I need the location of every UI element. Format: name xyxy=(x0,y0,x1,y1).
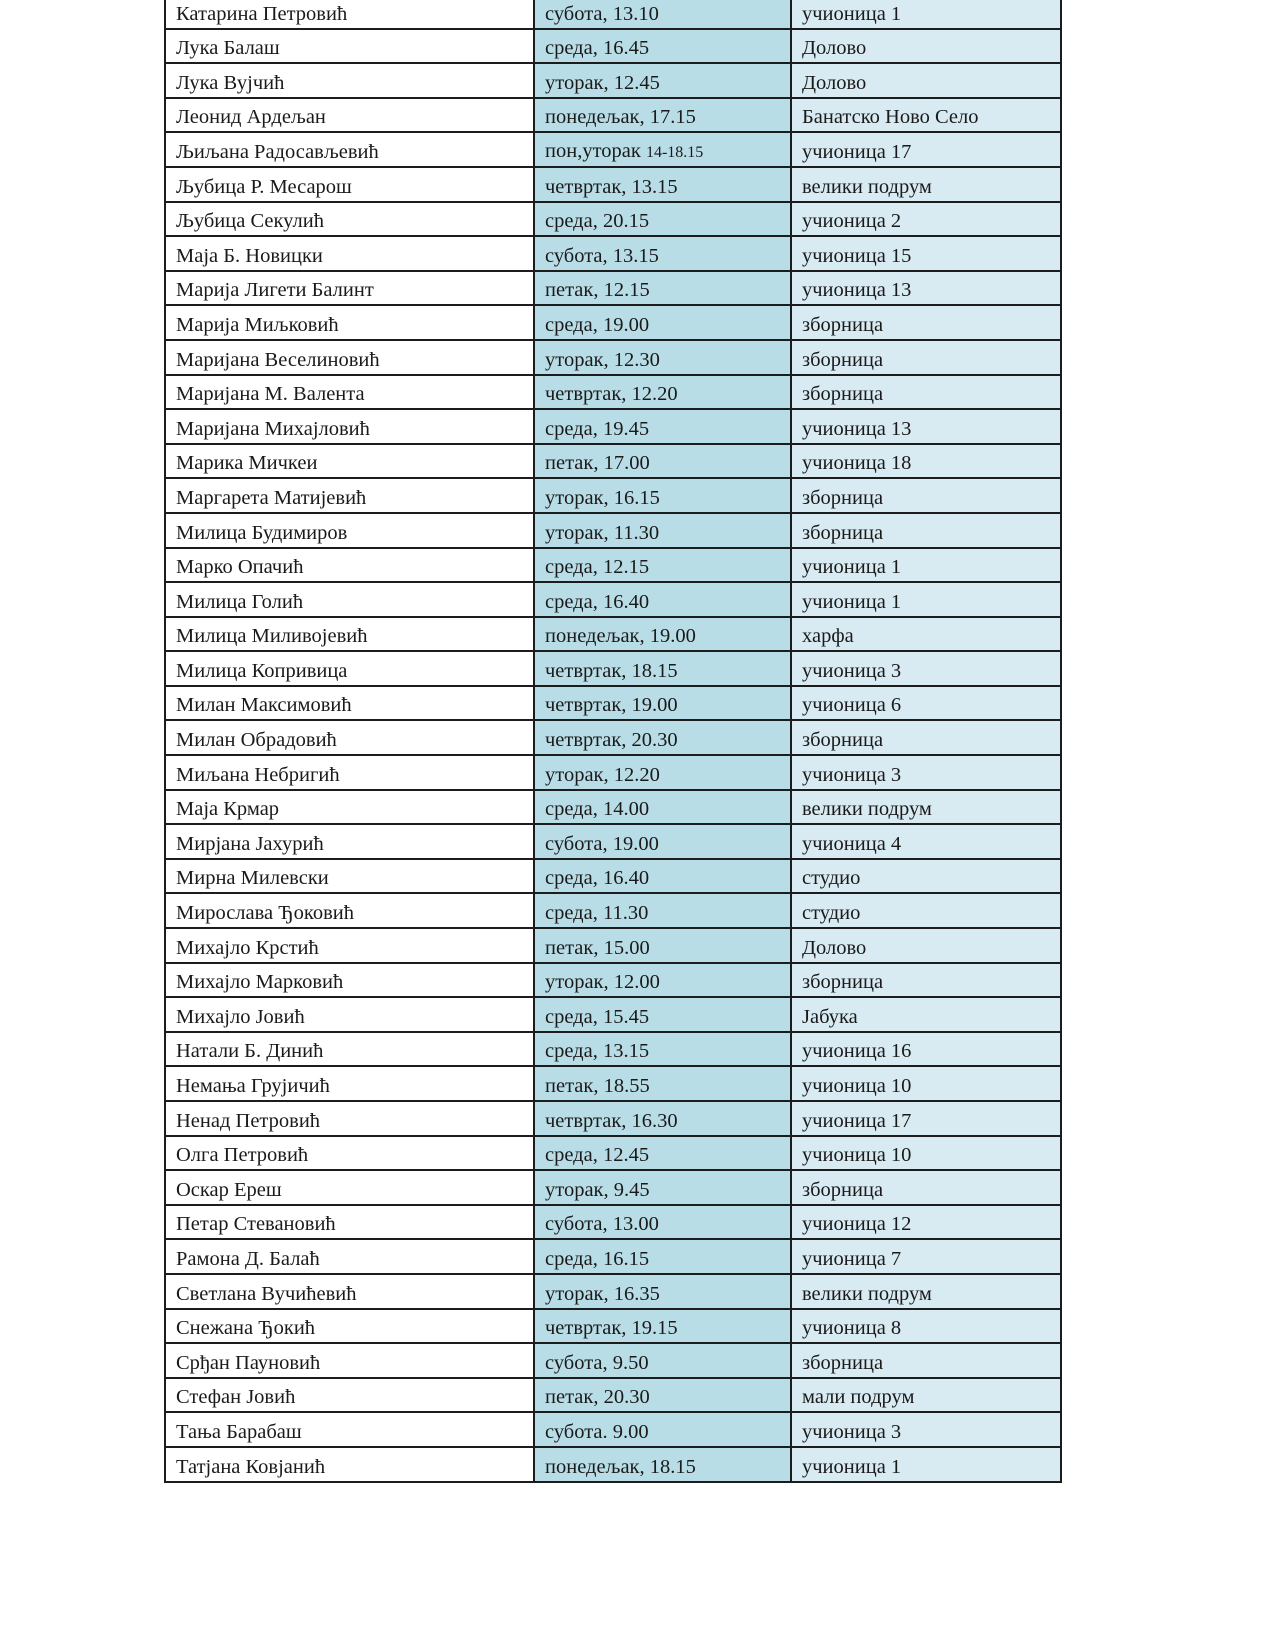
time-cell: уторак, 16.15 xyxy=(534,478,791,513)
table-row xyxy=(165,409,1061,444)
teacher-name-cell: Светлана Вучићевић xyxy=(165,1274,534,1309)
time-cell: петак, 18.55 xyxy=(534,1066,791,1101)
table-row xyxy=(165,997,1061,1032)
location-cell: Долово xyxy=(791,928,1061,963)
time-cell: среда, 16.40 xyxy=(534,582,791,617)
teacher-name-cell: Татјана Ковјанић xyxy=(165,1447,534,1482)
table-row xyxy=(165,720,1061,755)
teacher-name-cell: Снежана Ђокић xyxy=(165,1309,534,1344)
teacher-name-cell: Милица Копривица xyxy=(165,651,534,686)
location-cell: зборница xyxy=(791,963,1061,998)
time-cell: среда, 11.30 xyxy=(534,893,791,928)
time-cell: субота, 13.15 xyxy=(534,236,791,271)
time-cell: субота, 19.00 xyxy=(534,824,791,859)
table-row xyxy=(165,1066,1061,1101)
table-row xyxy=(165,1170,1061,1205)
teacher-name-cell: Милан Максимовић xyxy=(165,686,534,721)
table-body xyxy=(165,0,1061,1482)
teacher-name-cell: Милица Голић xyxy=(165,582,534,617)
time-days: пон,уторак xyxy=(545,139,641,162)
table-row xyxy=(165,202,1061,237)
time-cell: четвртак, 18.15 xyxy=(534,651,791,686)
time-cell: среда, 19.00 xyxy=(534,305,791,340)
time-cell: субота, 13.10 xyxy=(534,0,791,29)
time-cell: четвртак, 12.20 xyxy=(534,375,791,410)
time-cell: уторак, 12.20 xyxy=(534,755,791,790)
location-cell: мали подрум xyxy=(791,1378,1061,1413)
schedule-table-container xyxy=(164,0,1060,1483)
table-row xyxy=(165,444,1061,479)
table-row xyxy=(165,963,1061,998)
location-cell: зборница xyxy=(791,478,1061,513)
teacher-name-cell: Љубица Р. Месарош xyxy=(165,167,534,202)
location-cell: учионица 8 xyxy=(791,1309,1061,1344)
table-row xyxy=(165,167,1061,202)
table-row xyxy=(165,1309,1061,1344)
teacher-name-cell: Љиљана Радосављевић xyxy=(165,132,534,167)
location-cell: учионица 3 xyxy=(791,651,1061,686)
location-cell: харфа xyxy=(791,617,1061,652)
location-cell: зборница xyxy=(791,375,1061,410)
time-cell: среда, 14.00 xyxy=(534,790,791,825)
teacher-name-cell: Милан Обрадовић xyxy=(165,720,534,755)
location-cell: зборница xyxy=(791,340,1061,375)
teacher-name-cell: Милица Будимиров xyxy=(165,513,534,548)
time-cell: среда, 13.15 xyxy=(534,1032,791,1067)
location-cell: учионица 15 xyxy=(791,236,1061,271)
location-cell: учионица 2 xyxy=(791,202,1061,237)
location-cell: учионица 3 xyxy=(791,755,1061,790)
table-row xyxy=(165,98,1061,133)
location-cell: Банатско Ново Село xyxy=(791,98,1061,133)
time-range: 14-18.15 xyxy=(645,143,704,161)
time-cell: уторак, 9.45 xyxy=(534,1170,791,1205)
time-cell: понедељак, 17.15 xyxy=(534,98,791,133)
time-cell: петак, 15.00 xyxy=(534,928,791,963)
location-cell: учионица 13 xyxy=(791,409,1061,444)
time-cell: среда, 19.45 xyxy=(534,409,791,444)
table-row xyxy=(165,513,1061,548)
location-cell: учионица 6 xyxy=(791,686,1061,721)
teacher-name-cell: Срђан Пауновић xyxy=(165,1343,534,1378)
table-row xyxy=(165,824,1061,859)
teacher-name-cell: Милица Миливојевић xyxy=(165,617,534,652)
time-cell: уторак, 11.30 xyxy=(534,513,791,548)
teacher-name-cell: Мирјана Јахурић xyxy=(165,824,534,859)
teacher-name-cell: Рамона Д. Балаћ xyxy=(165,1239,534,1274)
teacher-name-cell: Маријана М. Валента xyxy=(165,375,534,410)
location-cell: зборница xyxy=(791,1343,1061,1378)
table-row xyxy=(165,617,1061,652)
time-cell: петак, 12.15 xyxy=(534,271,791,306)
time-cell: петак, 20.30 xyxy=(534,1378,791,1413)
table-row xyxy=(165,790,1061,825)
table-row xyxy=(165,548,1061,583)
teacher-name-cell: Марика Мичкеи xyxy=(165,444,534,479)
table-row xyxy=(165,340,1061,375)
teacher-name-cell: Мирна Милевски xyxy=(165,859,534,894)
time-cell: среда, 20.15 xyxy=(534,202,791,237)
location-cell: учионица 17 xyxy=(791,1101,1061,1136)
table-row xyxy=(165,305,1061,340)
time-cell: уторак, 16.35 xyxy=(534,1274,791,1309)
table-row xyxy=(165,1378,1061,1413)
location-cell: зборница xyxy=(791,720,1061,755)
table-row xyxy=(165,29,1061,64)
location-cell: Долово xyxy=(791,29,1061,64)
teacher-name-cell: Марија Миљковић xyxy=(165,305,534,340)
table-row xyxy=(165,1239,1061,1274)
location-cell: учионица 10 xyxy=(791,1066,1061,1101)
time-cell: среда, 12.15 xyxy=(534,548,791,583)
time-cell: четвртак, 19.00 xyxy=(534,686,791,721)
location-cell: велики подрум xyxy=(791,790,1061,825)
teacher-name-cell: Катарина Петровић xyxy=(165,0,534,29)
location-cell: учионица 1 xyxy=(791,0,1061,29)
location-cell: Долово xyxy=(791,63,1061,98)
time-cell: петак, 17.00 xyxy=(534,444,791,479)
time-cell: среда, 15.45 xyxy=(534,997,791,1032)
time-cell: четвртак, 13.15 xyxy=(534,167,791,202)
table-row xyxy=(165,271,1061,306)
table-row xyxy=(165,478,1061,513)
table-row xyxy=(165,651,1061,686)
table-row xyxy=(165,859,1061,894)
table-row xyxy=(165,1412,1061,1447)
table-row xyxy=(165,63,1061,98)
teacher-name-cell: Маја Крмар xyxy=(165,790,534,825)
location-cell: учионица 12 xyxy=(791,1205,1061,1240)
table-row xyxy=(165,132,1061,167)
location-cell: учионица 13 xyxy=(791,271,1061,306)
table-row xyxy=(165,1032,1061,1067)
table-row xyxy=(165,755,1061,790)
teacher-name-cell: Миљана Небригић xyxy=(165,755,534,790)
location-cell: учионица 1 xyxy=(791,582,1061,617)
time-cell: среда, 16.45 xyxy=(534,29,791,64)
location-cell: зборница xyxy=(791,305,1061,340)
teacher-name-cell: Марко Опачић xyxy=(165,548,534,583)
consultation-schedule-table xyxy=(164,0,1062,1483)
time-cell: среда, 16.15 xyxy=(534,1239,791,1274)
location-cell: учионица 7 xyxy=(791,1239,1061,1274)
location-cell: студио xyxy=(791,893,1061,928)
table-row xyxy=(165,582,1061,617)
time-cell: четвртак, 20.30 xyxy=(534,720,791,755)
time-cell: понедељак, 19.00 xyxy=(534,617,791,652)
teacher-name-cell: Маргарета Матијевић xyxy=(165,478,534,513)
time-cell: субота, 9.50 xyxy=(534,1343,791,1378)
location-cell: учионица 1 xyxy=(791,1447,1061,1482)
table-row xyxy=(165,236,1061,271)
teacher-name-cell: Немања Грујичић xyxy=(165,1066,534,1101)
table-row xyxy=(165,928,1061,963)
teacher-name-cell: Маја Б. Новицки xyxy=(165,236,534,271)
teacher-name-cell: Олга Петровић xyxy=(165,1136,534,1171)
time-cell: субота. 9.00 xyxy=(534,1412,791,1447)
time-cell: уторак, 12.30 xyxy=(534,340,791,375)
table-row xyxy=(165,1447,1061,1482)
location-cell: учионица 18 xyxy=(791,444,1061,479)
table-row xyxy=(165,1101,1061,1136)
location-cell: зборница xyxy=(791,513,1061,548)
table-row xyxy=(165,0,1061,29)
table-row xyxy=(165,1205,1061,1240)
location-cell: учионица 10 xyxy=(791,1136,1061,1171)
location-cell: велики подрум xyxy=(791,167,1061,202)
table-row xyxy=(165,893,1061,928)
location-cell: студио xyxy=(791,859,1061,894)
teacher-name-cell: Петар Стевановић xyxy=(165,1205,534,1240)
location-cell: зборница xyxy=(791,1170,1061,1205)
location-cell: учионица 3 xyxy=(791,1412,1061,1447)
time-cell: понедељак, 18.15 xyxy=(534,1447,791,1482)
location-cell: учионица 16 xyxy=(791,1032,1061,1067)
teacher-name-cell: Маријана Михајловић xyxy=(165,409,534,444)
teacher-name-cell: Михајло Крстић xyxy=(165,928,534,963)
teacher-name-cell: Лука Вујчић xyxy=(165,63,534,98)
teacher-name-cell: Мирослава Ђоковић xyxy=(165,893,534,928)
location-cell: учионица 4 xyxy=(791,824,1061,859)
time-cell: субота, 13.00 xyxy=(534,1205,791,1240)
table-row xyxy=(165,1343,1061,1378)
time-cell: среда, 16.40 xyxy=(534,859,791,894)
location-cell: велики подрум xyxy=(791,1274,1061,1309)
location-cell: учионица 17 xyxy=(791,132,1061,167)
teacher-name-cell: Оскар Ереш xyxy=(165,1170,534,1205)
teacher-name-cell: Натали Б. Динић xyxy=(165,1032,534,1067)
time-cell: четвртак, 16.30 xyxy=(534,1101,791,1136)
teacher-name-cell: Тања Барабаш xyxy=(165,1412,534,1447)
teacher-name-cell: Михајло Марковић xyxy=(165,963,534,998)
table-row xyxy=(165,1136,1061,1171)
table-row xyxy=(165,686,1061,721)
teacher-name-cell: Маријана Веселиновић xyxy=(165,340,534,375)
location-cell: Јабука xyxy=(791,997,1061,1032)
table-row xyxy=(165,375,1061,410)
teacher-name-cell: Михајло Јовић xyxy=(165,997,534,1032)
time-cell: среда, 12.45 xyxy=(534,1136,791,1171)
teacher-name-cell: Леонид Ардељан xyxy=(165,98,534,133)
time-cell: уторак, 12.45 xyxy=(534,63,791,98)
time-cell: уторак, 12.00 xyxy=(534,963,791,998)
teacher-name-cell: Лука Балаш xyxy=(165,29,534,64)
time-cell: четвртак, 19.15 xyxy=(534,1309,791,1344)
teacher-name-cell: Марија Лигети Балинт xyxy=(165,271,534,306)
teacher-name-cell: Љубица Секулић xyxy=(165,202,534,237)
table-row xyxy=(165,1274,1061,1309)
teacher-name-cell: Стефан Јовић xyxy=(165,1378,534,1413)
location-cell: учионица 1 xyxy=(791,548,1061,583)
time-cell xyxy=(534,132,791,167)
teacher-name-cell: Ненад Петровић xyxy=(165,1101,534,1136)
